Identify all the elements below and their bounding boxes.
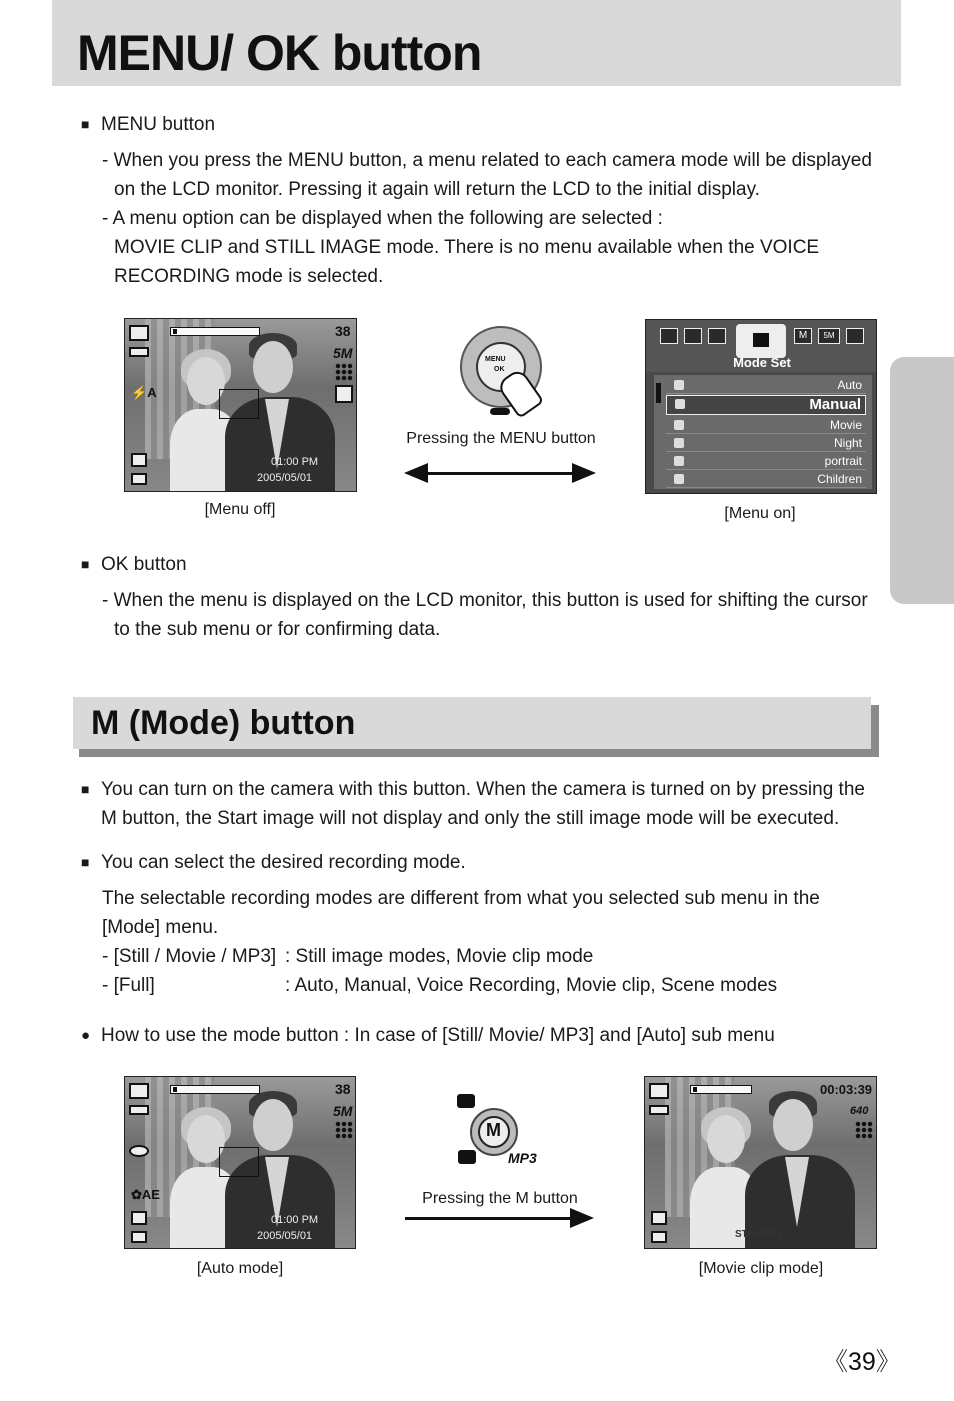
movie-camera-icon [649, 1083, 669, 1099]
quality-tab-icon [846, 328, 864, 344]
mode-section-title: M (Mode) button [91, 704, 356, 742]
card-icon [651, 1231, 667, 1243]
circle-bullet-icon: ● [81, 1027, 91, 1044]
mode-bullet2: ■ You can select the desired recording mode. [101, 848, 466, 877]
menu-line4: MOVIE CLIP and STILL IMAGE mode. There is no menu available when the VOICE [114, 237, 820, 258]
lcd-movie-mode [644, 1076, 877, 1249]
page-title: MENU/ OK button [77, 25, 482, 81]
card-icon [131, 473, 147, 485]
lcd-time: 01:00 PM [271, 1214, 319, 1226]
menu-line5: RECORDING mode is selected. [114, 266, 384, 287]
focus-frame [219, 1147, 259, 1177]
mode-opt2-value: : Auto, Manual, Voice Recording, Movie clip, Scene modes [285, 975, 778, 996]
lcd-menu-off [124, 318, 357, 492]
camera-icon [129, 1083, 149, 1099]
shots-count: 38 [335, 323, 351, 339]
camera-icon [129, 325, 149, 341]
dial-ok-label: OK [494, 366, 505, 373]
menu-line1: - When you press the MENU button, a menu related to each camera mode will be displayed [102, 150, 872, 171]
menu-item-night[interactable]: Night [666, 435, 866, 452]
mode-b2-line3: [Mode] menu. [102, 917, 219, 938]
movie-timer: 00:03:39 [820, 1082, 873, 1097]
page-number: 《39》 [823, 1348, 901, 1376]
mode-section-bar [73, 697, 879, 757]
caption-menu-on: [Menu on] [724, 505, 796, 522]
size-badge: 5M [333, 1103, 353, 1119]
playback-icon [490, 408, 510, 415]
square-bullet-icon: ■ [81, 854, 90, 870]
movie-resolution: 640 [850, 1105, 869, 1117]
dial-m-label: M [486, 1120, 501, 1140]
caption-auto-mode: [Auto mode] [196, 1260, 284, 1277]
setup-tab-icon [684, 328, 702, 344]
lcd-date: 2005/05/01 [257, 1230, 313, 1242]
flash-mode: ⚡A [131, 385, 157, 400]
zoom-bar [170, 1085, 260, 1094]
mode-howto: ● How to use the mode button : In case of [Still/ Movie/ MP3] and [Auto] sub menu [101, 1021, 775, 1050]
quality-icon [855, 1121, 873, 1139]
menu-item-movie[interactable]: Movie [666, 417, 866, 434]
menu-item-children[interactable]: Children [666, 471, 866, 488]
zoom-bar [170, 327, 260, 336]
dial-mp3-label: MP3 [508, 1150, 537, 1166]
side-tab [890, 357, 954, 604]
menu-item-manual[interactable]: Manual [666, 395, 866, 415]
mode-b2-line2: The selectable recording modes are different from what you selected sub menu in the [102, 888, 820, 909]
camera-tab-icon [752, 332, 770, 348]
battery-icon [649, 1105, 669, 1115]
person-tab-icon [708, 328, 726, 344]
menu-line3: - A menu option can be displayed when the following are selected : [102, 208, 663, 229]
ok-button-heading: ■ OK button [101, 550, 187, 579]
movie-camera-icon [458, 1150, 476, 1164]
caption-pressing-menu: Pressing the MENU button [406, 430, 596, 447]
ok-line1: - When the menu is displayed on the LCD monitor, this button is used for shifting the cursor [102, 590, 868, 611]
lcd-auto-mode [124, 1076, 356, 1249]
macro-mode: ✿AE [131, 1187, 160, 1202]
card-icon [131, 1231, 147, 1243]
eye-icon [129, 1145, 149, 1157]
sharpness-icon [335, 385, 353, 403]
square-bullet-icon: ■ [81, 556, 90, 572]
size-tab: 5M [818, 328, 840, 344]
square-bullet-icon: ■ [81, 116, 90, 132]
caption-pressing-m: Pressing the M button [422, 1190, 578, 1207]
metering-icon [131, 453, 147, 467]
ok-line2: to the sub menu or for confirming data. [114, 619, 441, 640]
menu-title: Mode Set [733, 355, 791, 370]
movie-status: STANDBY [735, 1229, 783, 1240]
shots-count: 38 [335, 1081, 351, 1097]
title-bar [52, 0, 901, 86]
lcd-time: 01:00 PM [271, 456, 319, 468]
menu-tab-icon [660, 328, 678, 344]
mode-bullet1: ■ You can turn on the camera with this button. When the camera is turned on by pressing the [101, 775, 865, 804]
quality-icon [335, 363, 353, 381]
lcd-menu-on [645, 319, 877, 494]
still-camera-icon [457, 1094, 475, 1108]
focus-frame [219, 389, 259, 419]
quality-icon [335, 1121, 353, 1139]
size-badge: 5M [333, 345, 353, 361]
metering-icon [131, 1211, 147, 1225]
caption-menu-off: [Menu off] [204, 501, 276, 518]
square-bullet-icon: ■ [81, 781, 90, 797]
mode-opt1-label: - [Still / Movie / MP3] [102, 946, 277, 967]
metering-icon [651, 1211, 667, 1225]
menu-item-portrait[interactable]: portrait [666, 453, 866, 470]
menu-line2: on the LCD monitor. Pressing it again will return the LCD to the initial display. [114, 179, 760, 200]
menu-item-auto[interactable]: Auto [666, 377, 866, 394]
menu-list [654, 375, 872, 489]
dial-menu-label: MENU [485, 356, 506, 363]
mode-b1-line2: M button, the Start image will not display and only the still image mode will be executed. [101, 808, 840, 829]
zoom-bar [690, 1085, 752, 1094]
caption-movie-mode: [Movie clip mode] [698, 1260, 824, 1277]
lcd-date: 2005/05/01 [257, 472, 313, 484]
battery-icon [129, 1105, 149, 1115]
m-tab: M [794, 328, 812, 344]
mode-opt2-label: - [Full] [102, 975, 155, 996]
battery-icon [129, 347, 149, 357]
mode-opt1-value: : Still image modes, Movie clip mode [285, 946, 594, 967]
menu-button-heading: ■ MENU button [101, 110, 215, 139]
